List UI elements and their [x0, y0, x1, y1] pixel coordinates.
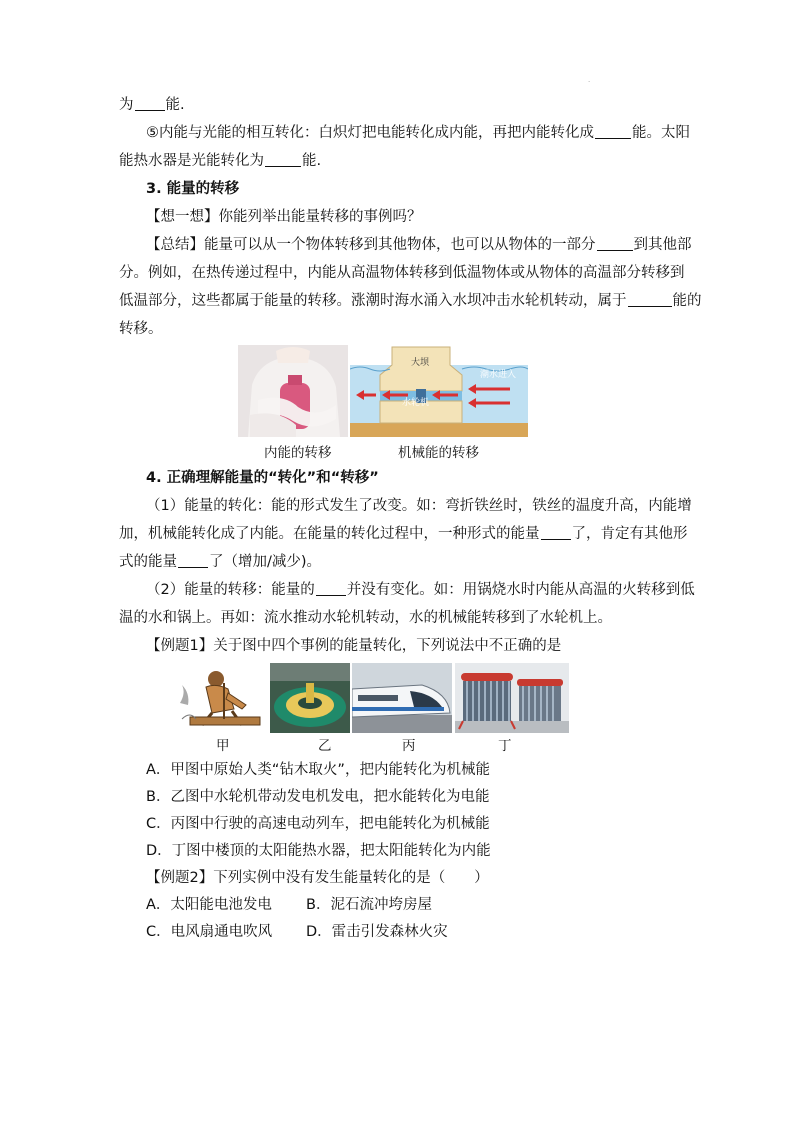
ex2-option-c: C．电风扇通电吹风 [146, 924, 273, 940]
paragraph-line [119, 524, 688, 544]
text: 了，肯定有其他形 [571, 526, 688, 542]
text: 并没有变化。如：用锅烧水时内能从高温的火转移到低 [346, 582, 695, 598]
paragraph-line: 温的水和锅上。再如：流水推动水轮机转动，水的机械能转移到了水轮机上。 [119, 610, 612, 626]
solar-water-heater-photo [455, 663, 569, 733]
figure-label-ding: 丁 [498, 738, 512, 754]
example-2-options-row-1 [146, 895, 706, 915]
text: 低温部分，这些都属于能量的转移。涨潮时海水涌入水坝冲击水轮机转动，属于 [119, 293, 627, 309]
figure-label-jia: 甲 [216, 738, 230, 754]
text: ⑤内能与光能的相互转化：白炽灯把电能转化成内能，再把内能转化成 [146, 125, 594, 141]
fill-blank [265, 152, 301, 167]
text: 能. [165, 97, 185, 113]
turbine-label: 水轮机 [402, 398, 430, 408]
paragraph-line [119, 291, 702, 311]
text: 能。太阳 [632, 125, 690, 141]
option-b: B．乙图中水轮机带动发电机发电，把水能转化为电能 [146, 789, 490, 805]
fill-blank [595, 124, 631, 139]
fill-blank [597, 236, 633, 251]
figure-yi-turbine [270, 663, 350, 733]
tide-label: 潮水进入 [480, 370, 517, 380]
text: 了（增加/减少)。 [209, 554, 322, 570]
paragraph-line: 【想一想】你能列举出能量转移的事例吗？ [146, 209, 422, 225]
figure-bing-train [352, 663, 452, 733]
option-c: C．丙图中行驶的高速电动列车，把电能转化为机械能 [146, 816, 490, 832]
text: 加，机械能转化成了内能。在能量的转化过程中，一种形式的能量 [119, 526, 540, 542]
paragraph-line: （1）能量的转化：能的形式发生了改变。如：弯折铁丝时，铁丝的温度升高，内能增 [146, 498, 692, 514]
turbine-generator-photo [270, 663, 350, 733]
figure-caption-right: 机械能的转移 [398, 445, 479, 461]
fill-blank [178, 553, 208, 568]
ex2-option-d: D．雷击引发森林火灾 [306, 924, 448, 940]
figure-label-yi: 乙 [318, 738, 332, 754]
ex2-option-b: B．泥石流冲垮房屋 [306, 897, 432, 913]
caveman-fire-drill-illustration [176, 663, 268, 733]
text: 能. [302, 153, 322, 169]
text: 式的能量 [119, 554, 177, 570]
example-1-question: 【例题1】关于图中四个事例的能量转化，下列说法中不正确的是 [146, 638, 562, 654]
figure-label-bing: 丙 [402, 738, 416, 754]
text: 为 [119, 97, 134, 113]
fill-blank [316, 581, 346, 596]
paragraph-line [119, 552, 679, 572]
hot-water-bottle-photo [238, 345, 348, 437]
figure-ding-solar-heater [455, 663, 569, 733]
paragraph-line: 分。例如，在热传递过程中，内能从高温物体转移到低温物体或从物体的高温部分转移到 [119, 265, 685, 281]
text: 到其他部 [633, 237, 692, 253]
option-a: A．甲图中原始人类“钻木取火”，把内能转化为机械能 [146, 762, 490, 778]
paragraph-line [146, 235, 706, 255]
text: 能的 [672, 293, 702, 309]
paragraph-line [146, 123, 706, 143]
section-heading: 4. 正确理解能量的“转化”和“转移” [146, 470, 379, 486]
figure-jia-fire-drill [176, 663, 268, 733]
page-mark: · [588, 78, 591, 86]
high-speed-train-photo [352, 663, 452, 733]
paragraph-line: 转移。 [119, 321, 163, 337]
text: 能热水器是光能转化为 [119, 153, 264, 169]
fill-blank [628, 292, 672, 307]
figure-caption-left: 内能的转移 [264, 445, 332, 461]
option-d: D．丁图中楼顶的太阳能热水器，把太阳能转化为内能 [146, 843, 491, 859]
text: （2）能量的转移：能量的 [146, 582, 315, 598]
hot-water-bottle-illustration [238, 345, 348, 437]
dam-label: 大坝 [411, 358, 430, 368]
example-2-question: 【例题2】下列实例中没有发生能量转化的是（ ） [146, 870, 489, 886]
paragraph-line [119, 95, 679, 115]
fill-blank [135, 96, 165, 111]
paragraph-line [146, 580, 706, 600]
dam-illustration [350, 345, 528, 437]
ex2-option-a: A．太阳能电池发电 [146, 897, 272, 913]
section-heading: 3. 能量的转移 [146, 181, 240, 197]
example-2-options-row-2 [146, 922, 706, 942]
text: 【总结】能量可以从一个物体转移到其他物体，也可以从物体的一部分 [146, 237, 596, 253]
fill-blank [541, 525, 571, 540]
paragraph-line [119, 151, 679, 171]
dam-diagram [350, 345, 528, 437]
